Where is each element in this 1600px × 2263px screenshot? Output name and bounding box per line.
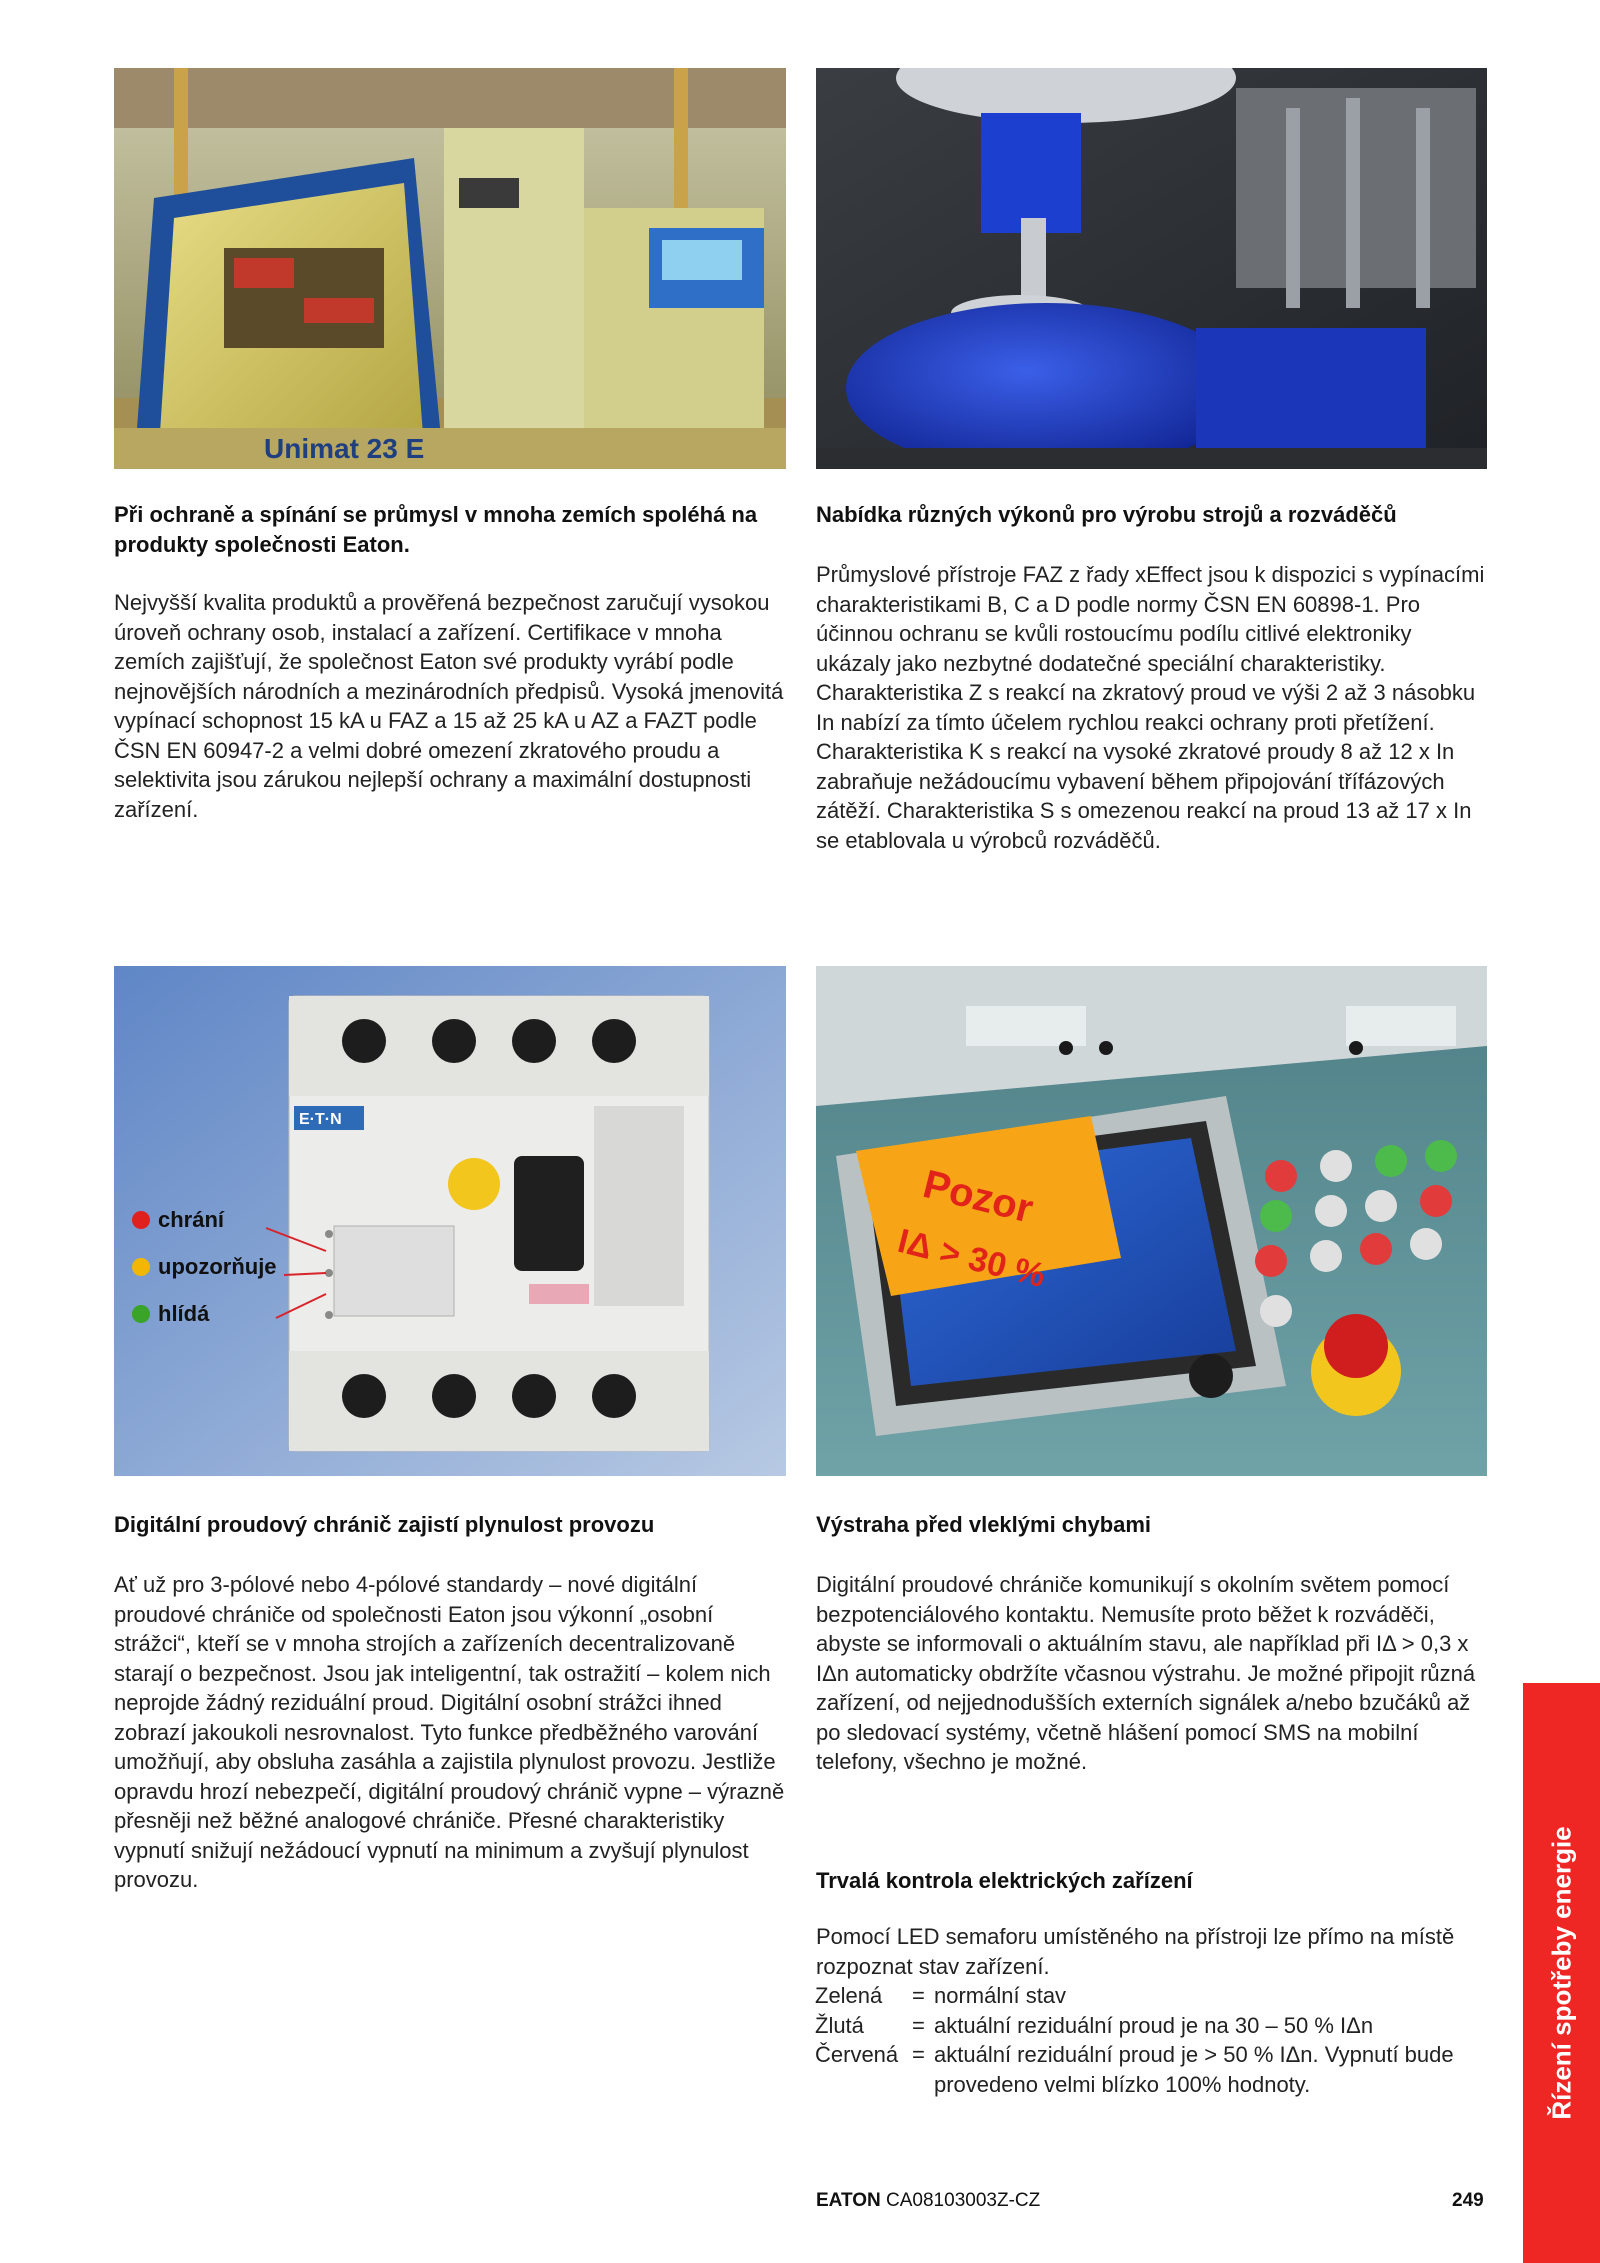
- status-value: aktuální reziduální proud je > 50 % IΔn. Vypnutí bude provedeno velmi blízko 100% hodnoty.: [934, 2042, 1454, 2097]
- warning-text-line1: Pozor: [918, 1162, 1038, 1232]
- status-key: Zelená: [815, 1983, 883, 2008]
- rcd-brand-mark: E·T·N: [299, 1111, 342, 1128]
- blue-motor-illustration: [816, 68, 1487, 469]
- status-value: normální stav: [934, 1983, 1067, 2008]
- photo-blue-motor: [816, 68, 1487, 469]
- status-row-yellow: [815, 2011, 1474, 2041]
- control-panel-illustration: [816, 966, 1487, 1476]
- legend-label: chrání: [158, 1207, 225, 1232]
- status-value: aktuální reziduální proud je na 30 – 50 % IΔn: [934, 2012, 1374, 2038]
- status-equals: =: [912, 1983, 925, 2008]
- section-body-performance-range: Průmyslové přístroje FAZ z řady xEffect jsou k dispozici s vypínacími charakteristikami B, C a D podle normy ČSN EN 60898-1. Pro účinnou ochranu se kvůli rostoucímu podílu citlivé elektroniky ukázaly jako nezbytné dodatečné speciální charakteristiky. Charakteristika Z s reakcí na zkratový proud ve výši 2 až 3 násobku In nabízí za tímto účelem rychlou reakci ochrany proti přetížení. Charakteristika K s reakcí na vysoké zkratové proudy 8 až 12 x In zabraňuje nežádoucímu vybavení během připojování třífázových zátěží. Charakteristika S s omezenou reakcí na proud 13 až 17 x In se etablovala u výrobců rozváděčů.: [816, 562, 1485, 853]
- status-key: Červená: [815, 2042, 899, 2067]
- status-equals: =: [912, 2012, 925, 2038]
- photo-woodworking-machine: [114, 68, 786, 469]
- section-heading-digital-rcd: Digitální proudový chránič zajistí plynulost provozu: [114, 1512, 655, 1537]
- legend-item-warns: [132, 1254, 277, 1280]
- legend-label: hlídá: [158, 1301, 210, 1326]
- footer-page-number: 249: [1452, 2190, 1484, 2211]
- legend-label: upozorňuje: [158, 1254, 277, 1279]
- red-dot-icon: [132, 1211, 150, 1229]
- photo-control-panel: [816, 966, 1487, 1476]
- section-heading-performance-range: Nabídka různých výkonů pro výrobu strojů a rozváděčů: [816, 502, 1397, 527]
- yellow-dot-icon: [132, 1258, 150, 1276]
- section-body-industry-reliance: Nejvyšší kvalita produktů a prověřená bezpečnost zaručují vysokou úroveň ochrany osob, instalací a zařízení. Certifikace v mnoha zemích zajišťují, že společnost Eaton své produkty vyrábí podle nejnovějších národních a mezinárodních předpisů. Vysoká jmenovitá vypínací schopnost 15 kA u FAZ a 15 až 25 kA u AZ a FAZT podle ČSN EN 60947-2 a velmi dobré omezení zkratového proudu a selektivita jsou zárukou nejlepší ochrany a maximální dostupnosti zařízení.: [114, 590, 784, 822]
- photo-digital-rcd: [114, 966, 786, 1476]
- green-dot-icon: [132, 1305, 150, 1323]
- legend-item-protects: [132, 1207, 224, 1233]
- footer-doc-ref: [816, 2190, 1040, 2212]
- status-row-green: [815, 1981, 1474, 2011]
- section-body-digital-rcd: Ať už pro 3-pólové nebo 4-pólové standardy – nové digitální proudové chrániče od společnosti Eaton jsou výkonní „osobní strážci“, kteří se v mnoha strojích a zařízeních decentralizovaně starají o bezpečnost. Jsou jak inteligentní, tak ostražití – kolem nich neprojde žádný reziduální proud. Digitální osobní strážci ihned zobrazí jakoukoli nesrovnalost. Tyto funkce předběžného varování umožňují, aby obsluha zasáhla a zajistila plynulost provozu. Jestliže opravdu hrozí nebezpečí, digitální proudový chránič vypne – výrazně přesněji než běžné analogové chrániče. Přesné charakteristiky vypnutí snižují nežádoucí vypnutí na minimum a zvyšují plynulost provozu.: [114, 1572, 785, 1892]
- woodworking-machine-illustration: [114, 68, 786, 469]
- status-key: Žlutá: [815, 2012, 864, 2038]
- section-heading-industry-reliance: Při ochraně a spínání se průmysl v mnoha zemích spoléhá na produkty společnosti Eaton.: [114, 502, 758, 557]
- section-heading-fault-warning: Výstraha před vleklými chybami: [816, 1512, 1152, 1537]
- footer-brand: EATON: [816, 2190, 881, 2211]
- led-status-table: [815, 1981, 1474, 2099]
- chapter-side-tab-label: Řízení spotřeby energie: [1546, 1826, 1576, 2120]
- status-equals: =: [912, 2042, 925, 2067]
- section-body-fault-warning: Digitální proudové chrániče komunikují s okolním světem pomocí bezpotenciálového kontaktu. Nemusíte proto běžet k rozváděči, abyste se informovali o aktuálním stavu, ale například při IΔ > 0,3 x IΔn automaticky obdržíte včasnou výstrahu. Je možné připojit různá zařízení, od nejjednodušších externích signálek a/nebo bzučáků až po sledovací systémy, včetně hlášení pomocí SMS na mobilní telefony, všechno je možné.: [816, 1572, 1476, 1774]
- section-body-continuous-check: Pomocí LED semaforu umístěného na přístroji lze přímo na místě rozpoznat stav zařízení.: [816, 1924, 1455, 1979]
- status-row-red: [815, 2040, 1474, 2099]
- warning-text-line2: IΔ > 30 %: [894, 1221, 1049, 1296]
- legend-item-monitors: [132, 1301, 209, 1327]
- section-heading-continuous-check: Trvalá kontrola elektrických zařízení: [816, 1868, 1193, 1893]
- machine-label: Unimat 23 E: [264, 433, 425, 464]
- footer-code: CA08103003Z-CZ: [886, 2190, 1041, 2211]
- chapter-side-tab: [1523, 1683, 1600, 2263]
